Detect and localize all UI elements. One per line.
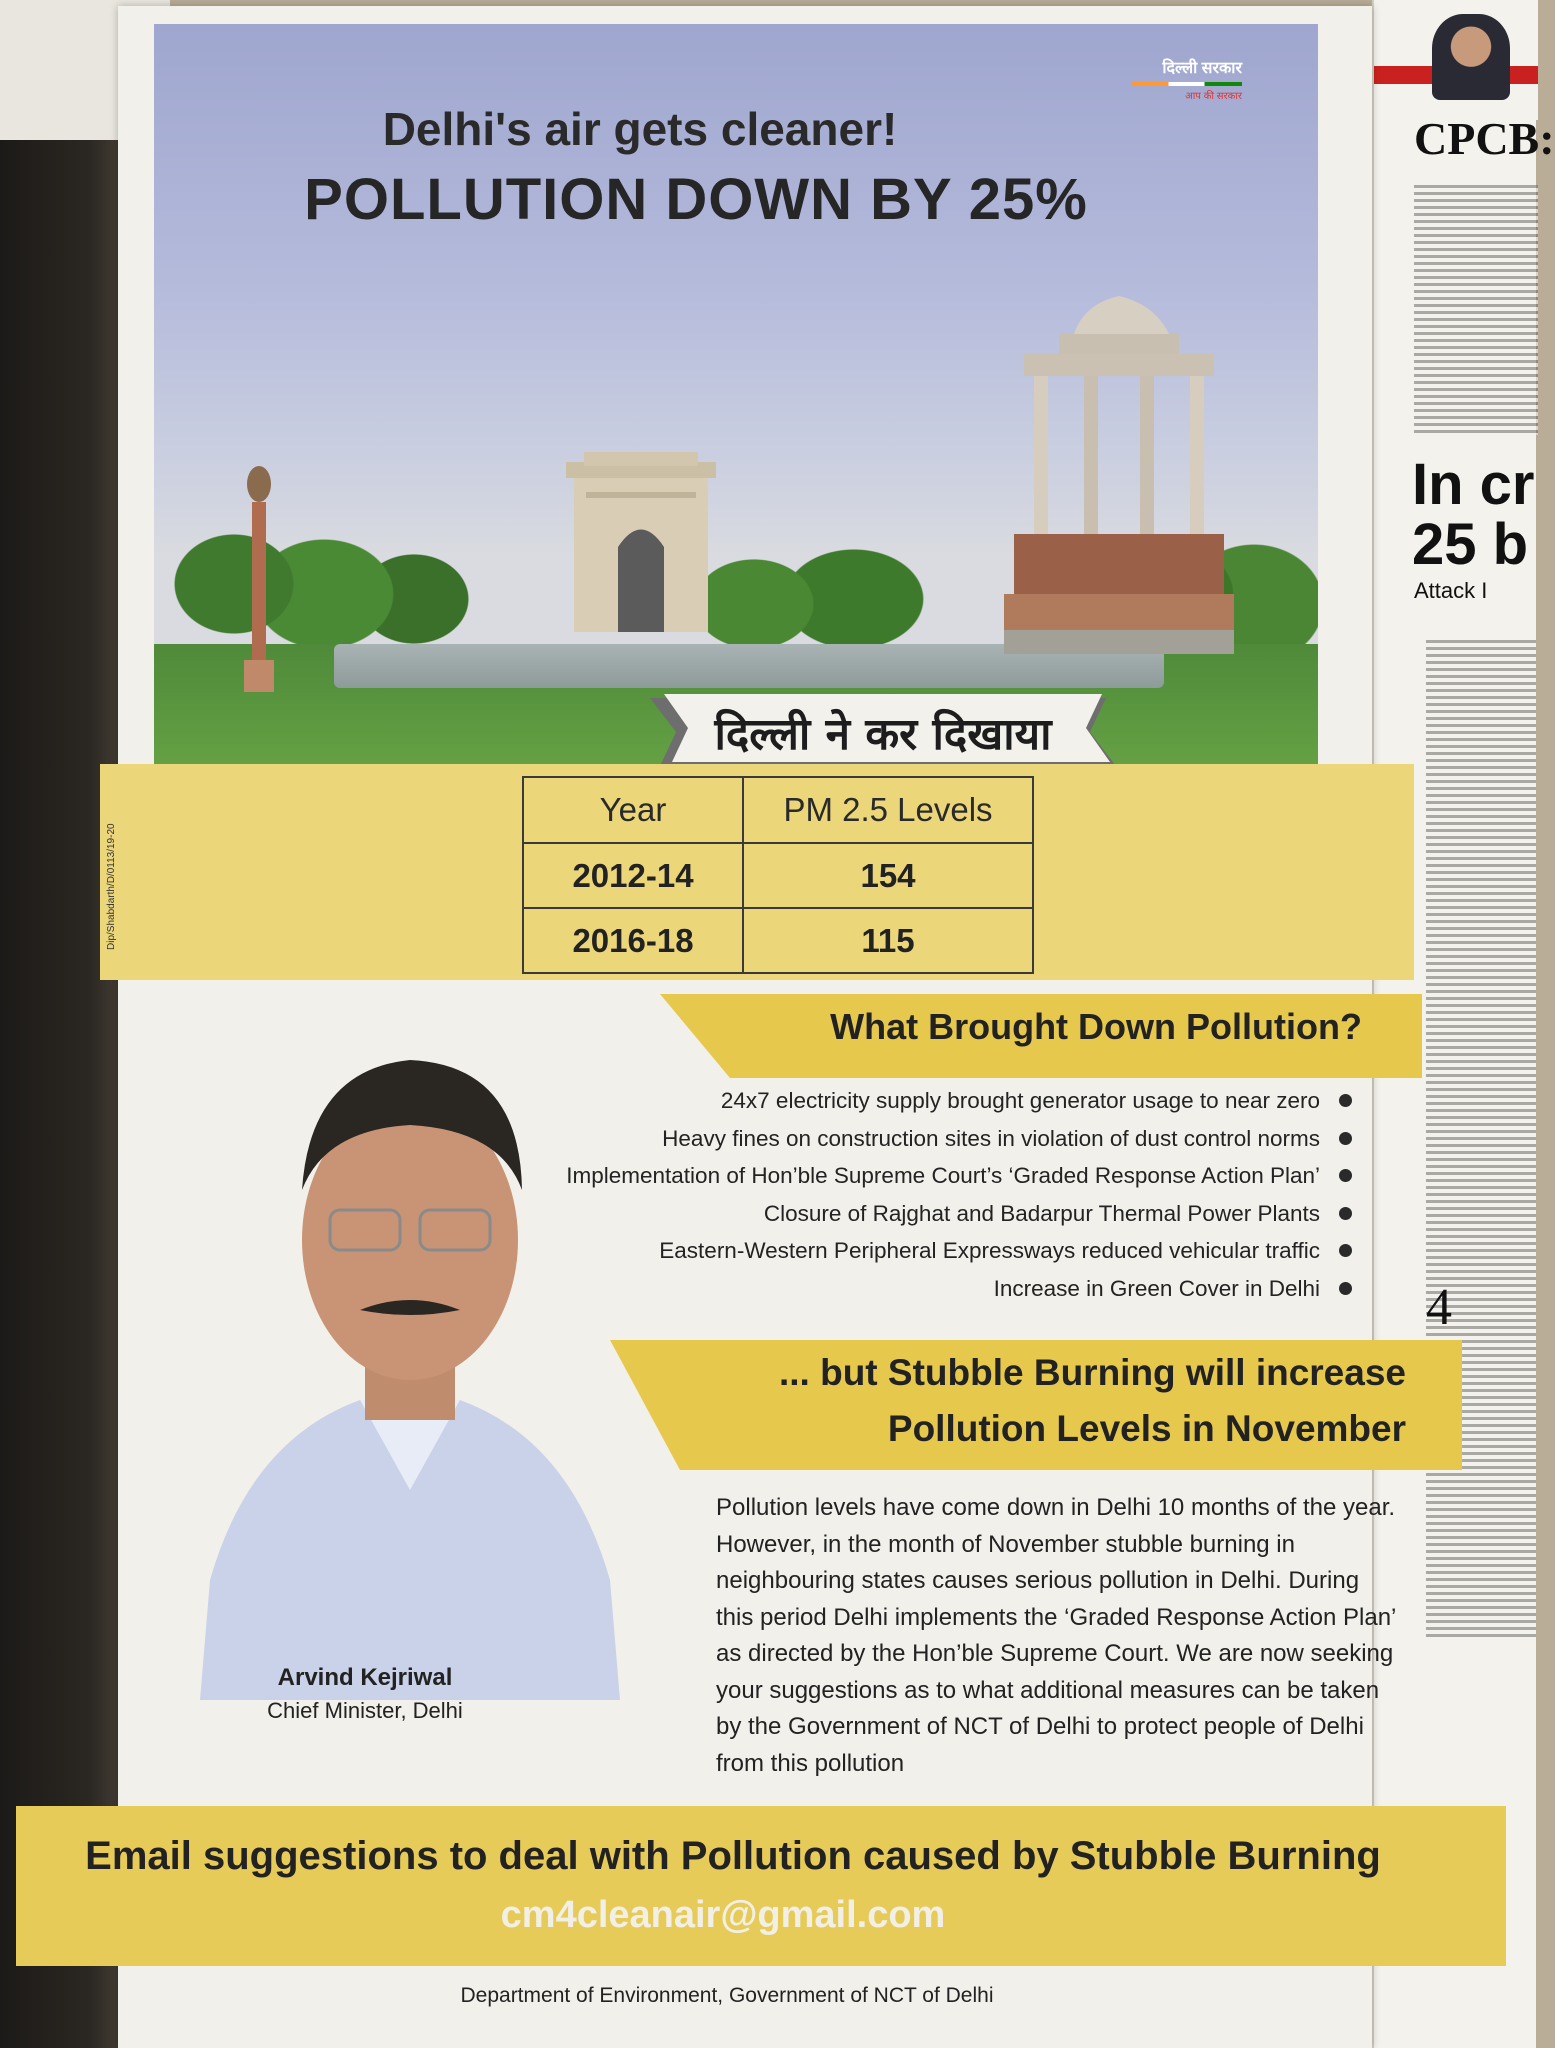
- email-address-link[interactable]: cm4cleanair@gmail.com: [500, 1894, 946, 1936]
- list-item: [480, 1088, 1352, 1126]
- bullet-icon: [1339, 1244, 1352, 1257]
- reason-text: Heavy fines on construction sites in violation of dust control norms: [662, 1125, 1320, 1151]
- question-heading: What Brought Down Pollution?: [830, 1006, 1362, 1047]
- govt-logo-text: दिल्ली सरकार: [1162, 60, 1242, 77]
- reason-text: 24x7 electricity supply brought generator usage to near zero: [720, 1088, 1320, 1113]
- question-banner: [660, 994, 1422, 1078]
- reason-text: Eastern-Western Peripheral Expressways reduced vehicular traffic: [659, 1238, 1320, 1263]
- canopy-illustration: [1004, 294, 1234, 654]
- list-item: [480, 1276, 1352, 1314]
- adjacent-headline: CPCB:: [1414, 113, 1555, 164]
- bullet-icon: [1339, 1132, 1352, 1145]
- reason-text: Increase in Green Cover in Delhi: [993, 1275, 1320, 1301]
- table-row: [523, 843, 1033, 908]
- stubble-heading-line2: Pollution Levels in November: [887, 1408, 1406, 1449]
- adjacent-headline-2: In cr 25 b: [1412, 452, 1535, 577]
- column-header-pm25: PM 2.5 Levels: [743, 777, 1033, 843]
- cm-name: Arvind Kejriwal: [277, 1664, 453, 1691]
- headline-small: Delhi's air gets cleaner!: [382, 103, 898, 155]
- email-band: [16, 1806, 1506, 1966]
- reasons-list: [480, 1088, 1352, 1313]
- hindi-banner: [650, 694, 1116, 770]
- table-cell-pm25: 115: [743, 908, 1033, 973]
- bullet-icon: [1339, 1207, 1352, 1220]
- table-row: [523, 908, 1033, 973]
- print-credit: Dip/Shabdarth/D/0113/19-20: [106, 823, 117, 950]
- list-item: [480, 1201, 1352, 1239]
- adjacent-text-column-2: [1426, 640, 1536, 1640]
- email-heading: Email suggestions to deal with Pollution caused by Stubble Burning: [85, 1834, 1381, 1878]
- reason-text: Implementation of Hon’ble Supreme Court’s ‘Graded Response Action Plan’: [566, 1163, 1320, 1188]
- hero-image: [154, 24, 1318, 784]
- stubble-heading-line1: ... but Stubble Burning will increase: [778, 1352, 1406, 1393]
- delhi-govt-logo: [1132, 56, 1242, 102]
- body-paragraph: Pollution levels have come down in Delhi 10 months of the year. However, in the month of November stubble burning in neighbouring states causes serious pollution in Delhi. During this period Delhi implements the ‘Graded Response Action Plan’ as directed by the Hon’ble Supreme Court. We are now seeking your suggestions as to what additional measures can be taken by the Government of NCT of Delhi to protect people of Delhi from this pollution: [716, 1494, 1396, 1777]
- govt-logo-tagline: आप की सरकार: [1185, 91, 1242, 102]
- table-cell-year: 2016-18: [523, 908, 743, 973]
- list-item: [480, 1163, 1352, 1201]
- pm25-levels-table: [522, 776, 1034, 974]
- adjacent-photo: [1432, 14, 1510, 100]
- bullet-icon: [1339, 1169, 1352, 1182]
- bullet-icon: [1339, 1094, 1352, 1107]
- adjacent-subhead: Attack I: [1414, 578, 1488, 603]
- reason-text: Closure of Rajghat and Badarpur Thermal Power Plants: [763, 1200, 1320, 1226]
- lamp-post-illustration: [234, 462, 284, 692]
- list-item: [480, 1126, 1352, 1164]
- footer-department: Department of Environment, Government of NCT of Delhi: [460, 1984, 994, 2007]
- stubble-banner: [610, 1340, 1462, 1470]
- adjacent-fragment: 4: [1426, 1279, 1452, 1336]
- table-cell-year: 2012-14: [523, 843, 743, 908]
- table-cell-pm25: 154: [743, 843, 1033, 908]
- headline-big: POLLUTION DOWN BY 25%: [304, 167, 1088, 232]
- column-header-year: Year: [523, 777, 743, 843]
- adjacent-text-column: [1414, 185, 1538, 435]
- list-item: [480, 1238, 1352, 1276]
- cm-title: Chief Minister, Delhi: [267, 1698, 463, 1723]
- table-header-row: [523, 777, 1033, 843]
- hindi-banner-text: दिल्ली ने कर दिखाया: [714, 709, 1052, 760]
- tricolor-stripe: [1132, 82, 1242, 86]
- bullet-icon: [1339, 1282, 1352, 1295]
- india-gate-illustration: [566, 452, 716, 632]
